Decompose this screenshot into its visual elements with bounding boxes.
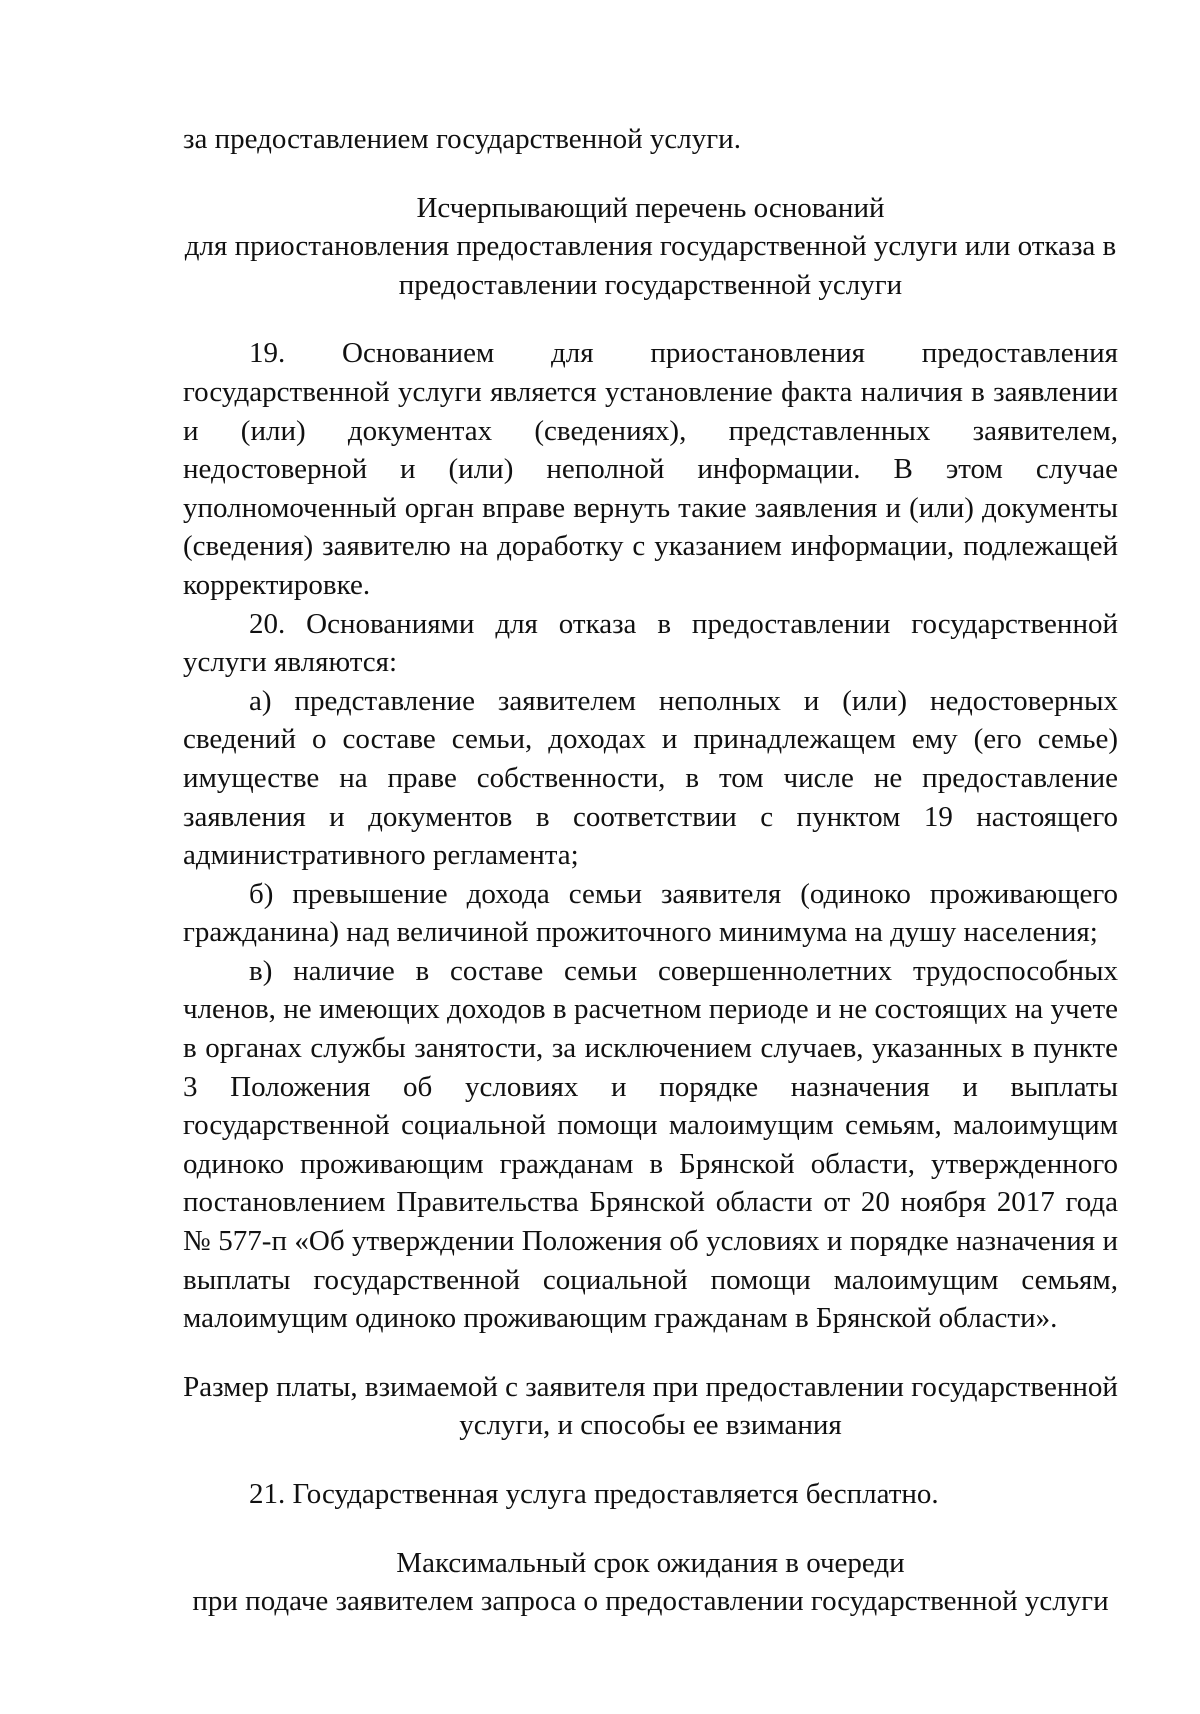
- heading-line: услуги, и способы ее взимания: [459, 1409, 842, 1442]
- section-heading-fee: [183, 1368, 1118, 1445]
- paragraph-20-a: а) представление заявителем неполных и (или) недостоверных сведений о составе семьи, доходах и принадлежащем ему (его семье) имуществе на праве собственности, в том числе не предоставление заявления и документов в соответствии с пунктом 19 настоящего административного регламента;: [183, 684, 1118, 872]
- heading-line: Размер платы, взимаемой с заявителя при предоставлении государственной: [183, 1370, 1118, 1403]
- heading-line: при подаче заявителем запроса о предоставлении государственной услуги: [192, 1585, 1109, 1618]
- heading-line: Исчерпывающий перечень оснований: [416, 191, 885, 224]
- section-heading-queue: [183, 1544, 1118, 1621]
- heading-line: для приостановления предоставления государственной услуги или отказа в: [184, 230, 1117, 263]
- section-heading-grounds: [183, 189, 1118, 305]
- lead-line: за предоставлением государственной услуги.: [183, 123, 741, 155]
- paragraph-20: 20. Основаниями для отказа в предоставлении государственной услуги являются:: [183, 607, 1118, 679]
- heading-line: предоставлении государственной услуги: [398, 268, 903, 301]
- paragraph-19: 19. Основанием для приостановления предоставления государственной услуги является установление факта наличия в заявлении и (или) документах (сведениях), представленных заявителем, недостоверной и (или) неполной информации. В этом случае уполномоченный орган вправе вернуть такие заявления и (или) документы (сведения) заявителю на доработку с указанием информации, подлежащей корректировке.: [183, 337, 1118, 601]
- paragraph-20-b: б) превышение дохода семьи заявителя (одиноко проживающего гражданина) над величиной прожиточного минимума на душу населения;: [183, 877, 1118, 949]
- heading-line: Максимальный срок ожидания в очереди: [396, 1546, 905, 1579]
- paragraph-20-v: в) наличие в составе семьи совершеннолетних трудоспособных членов, не имеющих доходов в расчетном периоде и не состоящих на учете в органах службы занятости, за исключением случаев, указанных в пункте 3 Положения об условиях и порядке назначения и выплаты государственной социальной помощи малоимущим семьям, малоимущим одиноко проживающим гражданам в Брянской области, утвержденного постановлением Правительства Брянской области от 20 ноября 2017 года № 577-п «Об утверждении Положения об условиях и порядке назначения и выплаты государственной социальной помощи малоимущим семьям, малоимущим одиноко проживающим гражданам в Брянской области».: [183, 954, 1118, 1335]
- document-text: [183, 120, 1118, 1621]
- paragraph-21: 21. Государственная услуга предоставляется бесплатно.: [249, 1478, 939, 1510]
